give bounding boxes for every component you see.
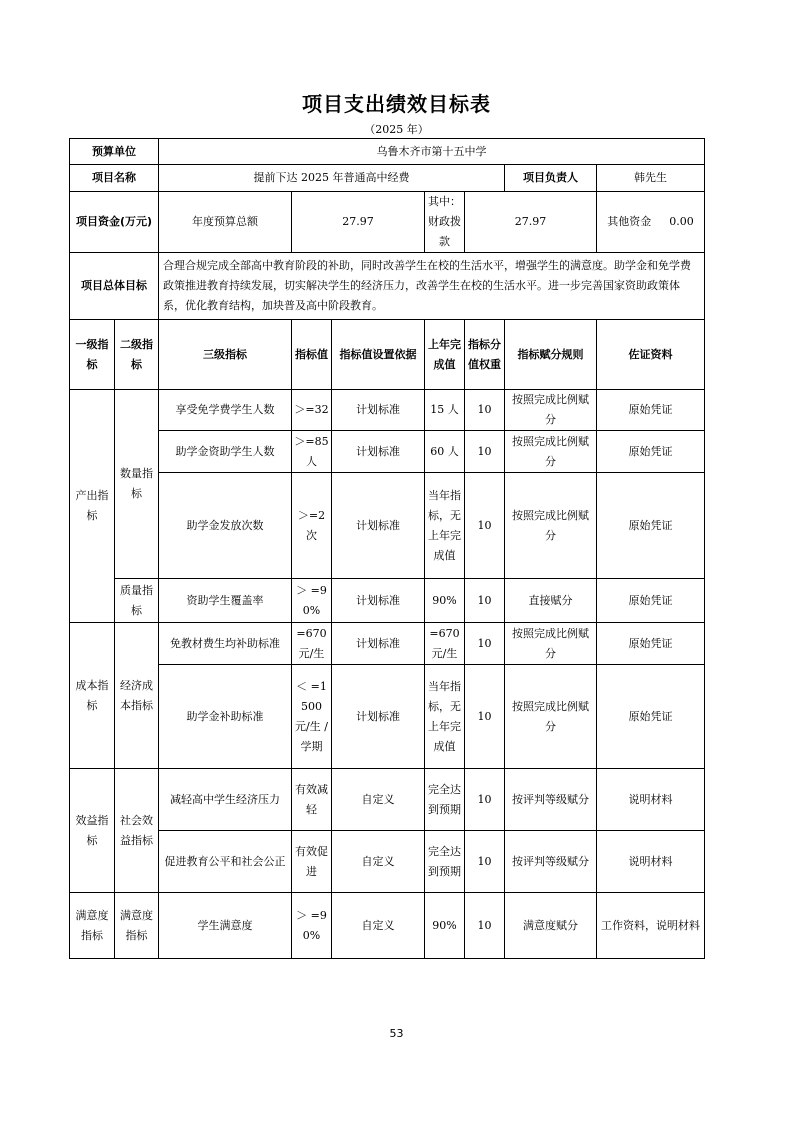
indicator-basis: 计划标准	[332, 390, 425, 431]
indicator-value: 有效促进	[292, 831, 332, 893]
group-economic-cost: 经济成本指标	[115, 623, 159, 769]
indicator-last-year: 完全达到预期	[425, 831, 465, 893]
owner-value: 韩先生	[597, 165, 705, 192]
indicator-evidence: 工作资料，说明材料	[597, 893, 705, 959]
indicator-weight: 10	[465, 893, 505, 959]
col-level1: 一级指标	[70, 320, 115, 390]
indicator-rule: 满意度赋分	[505, 893, 597, 959]
col-evidence: 佐证资料	[597, 320, 705, 390]
indicator-evidence: 原始凭证	[597, 623, 705, 665]
fund-label: 项目资金(万元)	[70, 192, 159, 253]
indicator-weight: 10	[465, 665, 505, 769]
indicator-basis: 自定义	[332, 831, 425, 893]
table-row	[70, 473, 705, 579]
indicator-name: 助学金发放次数	[159, 473, 292, 579]
indicator-evidence: 说明材料	[597, 769, 705, 831]
indicator-evidence: 说明材料	[597, 831, 705, 893]
indicator-weight: 10	[465, 390, 505, 431]
fiscal-label: 其中：财政拨款	[425, 192, 465, 253]
indicator-last-year: 60 人	[425, 431, 465, 473]
group-cost: 成本指标	[70, 623, 115, 769]
group-benefit: 效益指标	[70, 769, 115, 893]
table-row	[70, 831, 705, 893]
indicator-last-year: 当年指标，无上年完成值	[425, 473, 465, 579]
indicator-weight: 10	[465, 623, 505, 665]
indicator-weight: 10	[465, 769, 505, 831]
group-output: 产出指标	[70, 390, 115, 623]
indicator-rule: 直接赋分	[505, 579, 597, 623]
col-weight: 指标分值权重	[465, 320, 505, 390]
indicator-value: =670 元/生	[292, 623, 332, 665]
goal-label: 项目总体目标	[70, 253, 159, 320]
indicator-last-year: 当年指标，无上年完成值	[425, 665, 465, 769]
indicator-name: 促进教育公平和社会公正	[159, 831, 292, 893]
indicator-value: ＞ =90%	[292, 893, 332, 959]
indicator-name: 享受免学费学生人数	[159, 390, 292, 431]
indicator-last-year: 完全达到预期	[425, 769, 465, 831]
project-name-label: 项目名称	[70, 165, 159, 192]
indicator-weight: 10	[465, 831, 505, 893]
indicator-rule: 按评判等级赋分	[505, 769, 597, 831]
table-row	[70, 579, 705, 623]
indicator-basis: 计划标准	[332, 579, 425, 623]
col-value: 指标值	[292, 320, 332, 390]
project-name-value: 提前下达 2025 年普通高中经费	[159, 165, 505, 192]
indicator-value: ＞=2 次	[292, 473, 332, 579]
indicator-value: ＞=85 人	[292, 431, 332, 473]
col-basis: 指标值设置依据	[332, 320, 425, 390]
indicator-value: ＞ =90%	[292, 579, 332, 623]
indicator-value: ＞=32	[292, 390, 332, 431]
indicator-name: 助学金资助学生人数	[159, 431, 292, 473]
indicator-evidence: 原始凭证	[597, 431, 705, 473]
indicator-rule: 按照完成比例赋分	[505, 665, 597, 769]
indicator-evidence: 原始凭证	[597, 665, 705, 769]
table-row	[70, 665, 705, 769]
other-funds-value: 0.00	[669, 215, 694, 228]
indicator-last-year: 90%	[425, 579, 465, 623]
table-row	[70, 769, 705, 831]
group-quality: 质量指标	[115, 579, 159, 623]
indicator-rule: 按评判等级赋分	[505, 831, 597, 893]
table-row	[70, 390, 705, 431]
unit-value: 乌鲁木齐市第十五中学	[159, 139, 705, 165]
other-funds-label: 其他资金	[607, 215, 652, 228]
fiscal-value: 27.97	[465, 192, 597, 253]
col-level2: 二级指标	[115, 320, 159, 390]
indicator-last-year: 15 人	[425, 390, 465, 431]
indicator-basis: 计划标准	[332, 431, 425, 473]
performance-table	[69, 138, 705, 959]
annual-budget-label: 年度预算总额	[159, 192, 292, 253]
indicator-evidence: 原始凭证	[597, 473, 705, 579]
page-number: 53	[389, 1027, 404, 1040]
col-level3: 三级指标	[159, 320, 292, 390]
indicator-basis: 计划标准	[332, 473, 425, 579]
indicator-basis: 计划标准	[332, 665, 425, 769]
page-title: 项目支出绩效目标表	[302, 92, 491, 116]
indicator-rule: 按照完成比例赋分	[505, 473, 597, 579]
indicator-rule: 按照完成比例赋分	[505, 623, 597, 665]
indicator-name: 学生满意度	[159, 893, 292, 959]
group-satisfaction: 满意度指标	[70, 893, 115, 959]
year-subtitle: （2025 年）	[364, 123, 429, 136]
indicator-weight: 10	[465, 473, 505, 579]
indicator-basis: 计划标准	[332, 623, 425, 665]
group-quantity: 数量指标	[115, 390, 159, 579]
indicator-last-year: 90%	[425, 893, 465, 959]
group-satisfaction-sub: 满意度指标	[115, 893, 159, 959]
indicator-name: 减轻高中学生经济压力	[159, 769, 292, 831]
table-row	[70, 623, 705, 665]
other-funds-cell	[597, 192, 705, 253]
owner-label: 项目负责人	[505, 165, 597, 192]
indicator-basis: 自定义	[332, 769, 425, 831]
indicator-rule: 按照完成比例赋分	[505, 390, 597, 431]
unit-label: 预算单位	[70, 139, 159, 165]
indicator-weight: 10	[465, 579, 505, 623]
indicator-weight: 10	[465, 431, 505, 473]
indicator-rule: 按照完成比例赋分	[505, 431, 597, 473]
indicator-evidence: 原始凭证	[597, 579, 705, 623]
indicator-name: 免教材费生均补助标准	[159, 623, 292, 665]
indicator-name: 资助学生覆盖率	[159, 579, 292, 623]
table-row	[70, 431, 705, 473]
table-row	[70, 893, 705, 959]
indicator-name: 助学金补助标准	[159, 665, 292, 769]
indicator-last-year: =670 元/生	[425, 623, 465, 665]
indicator-basis: 自定义	[332, 893, 425, 959]
col-rule: 指标赋分规则	[505, 320, 597, 390]
group-social-benefit: 社会效益指标	[115, 769, 159, 893]
indicator-value: ＜ =1500 元/生 /学期	[292, 665, 332, 769]
col-last-year: 上年完成值	[425, 320, 465, 390]
goal-text: 合理合规完成全部高中教育阶段的补助，同时改善学生在校的生活水平，增强学生的满意度。助学金和免学费政策推进教育持续发展，切实解决学生的经济压力，改善学生在校的生活水平。进一步完善国家资助政策体系，优化教育结构，加块普及高中阶段教育。	[159, 253, 705, 320]
annual-budget-value: 27.97	[292, 192, 425, 253]
indicator-evidence: 原始凭证	[597, 390, 705, 431]
indicator-value: 有效减轻	[292, 769, 332, 831]
